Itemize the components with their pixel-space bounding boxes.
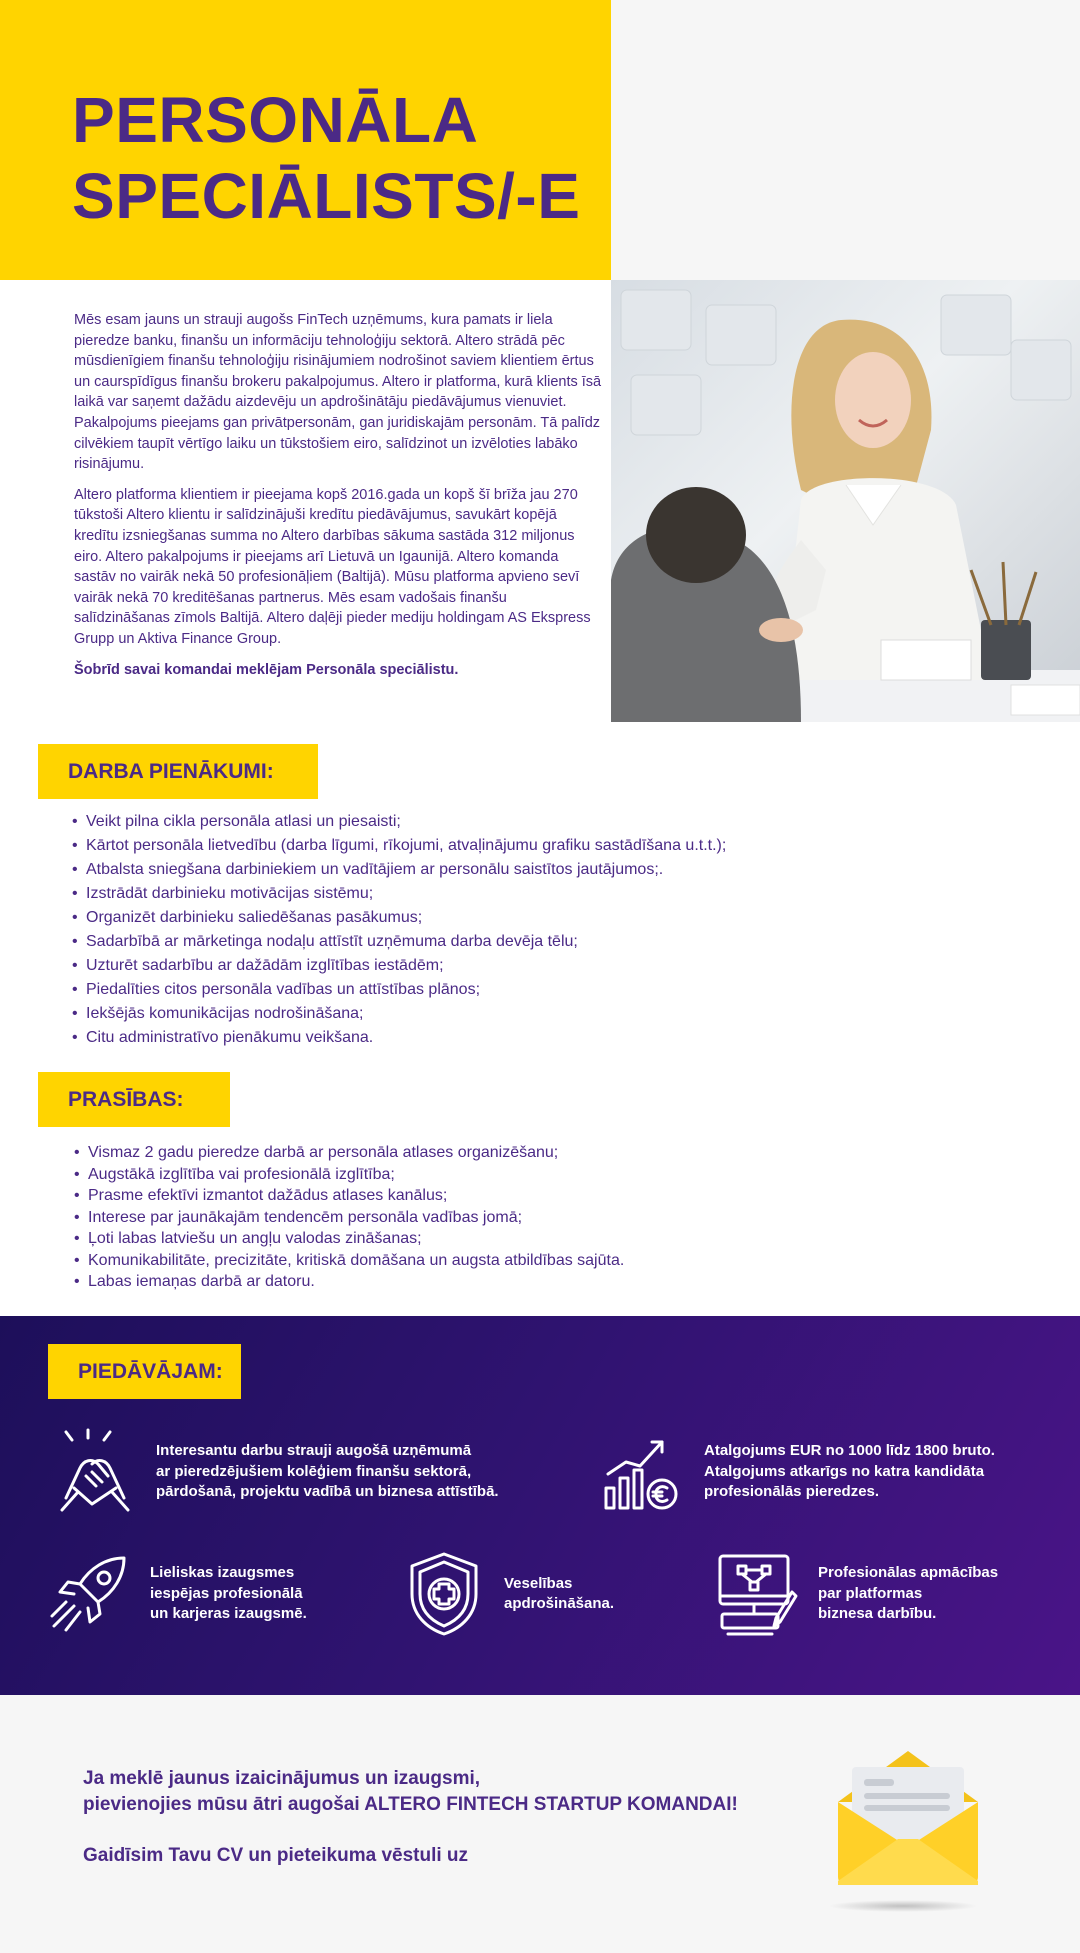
offer-salary-text [704,1441,995,1503]
list-item: • Augstākā izglītība vai profesionālā izglītība; [74,1164,1054,1186]
offer-line: Lieliskas izaugsmes [150,1564,295,1582]
list-item: • Veikt pilna cikla personāla atlasi un piesaisti; [72,810,1052,834]
rocket-icon [46,1550,134,1638]
list-item: • Prasme efektīvi izmantot dažādus atlases kanālus; [74,1185,1054,1207]
page-title [72,82,580,234]
call-to-action [83,1766,738,1818]
offer-line: Veselības [504,1574,573,1592]
list-item: • Piedalīties citos personāla vadības un attīstības plānos; [72,978,1052,1002]
list-item: • Labas iemaņas darbā ar datoru. [74,1271,1054,1293]
offer-line: apdrošināšana. [504,1595,615,1612]
office-photo [611,280,1080,722]
content-section [0,722,1080,1316]
offer-health [400,1550,614,1638]
offer-growth [46,1550,307,1638]
envelope-shadow [828,1900,978,1912]
handshake-icon [52,1428,140,1516]
list-item: • Izstrādāt darbinieku motivācijas sistēmu; [72,882,1052,906]
intro-paragraph-2: Altero platforma klientiem ir pieejama kopš 2016.gada un kopš šī brīža jau 270 tūkstoši Altero klientu ir salīdzinājuši kredītu piedāvājumus, savukārt kopējā kredītu izsniegšanas summa no Altero darbības sākuma sastāda 312 miljonus eiro. Altero pakalpojums ir pieejams arī Lietuvā un Igaunijā. Altero komanda sastāv no vairāk nekā 50 profesionāļiem (Baltijā). Mūsu platforma apvieno sevī vairāk nekā 70 kreditēšanas partnerus. Mēs esam vadošais finanšu salīdzināšanas zīmols Baltijā. Altero daļēji pieder mediju holdingam AS Ekspress Grupp un Aktiva Finance Group. [74,486,591,647]
intro-panel [0,280,611,722]
growth-chart-euro-icon [600,1428,688,1516]
offer-line: ar pieredzējušiem kolēģiem finanšu sektorā, [156,1462,472,1480]
list-item: • Vismaz 2 gadu pieredze darbā ar personāla atlases organizēšanu; [74,1142,1054,1164]
list-item: • Ļoti labas latviešu un angļu valodas zināšanas; [74,1228,1054,1250]
intro-paragraph-1: Mēs esam jauns un strauji augošs FinTech uzņēmums, kura pamats ir liela pieredze banku, finanšu un informāciju tehnoloģiju sektorā. Altero strādā pēc mūsdienīgiem finanšu tehnoloģiju risinājumiem nodrošinot saviem klientiem ērtus un caurspīdīgus finanšu brokeru pakalpojumus. Altero ir platforma, kurā klients īsā laikā var saņemt dažādu aizdevēju un apdrošinātāju piedāvājumus vienuviet. Pakalpojums pieejams gan privātpersonām, gan juridiskajām personām. Tā palīdz cilvēkiem taupīt vērtīgo laiku un tūkstošiem eiro, salīdzinot un izvēloties labāko risinājumu. [74,312,602,473]
cta-line-2: pievienojies mūsu ātri augošai ALTERO FINTECH STARTUP KOMANDAI! [83,1794,738,1815]
offer-line: iespējas profesionālā [150,1584,303,1602]
list-item: • Sadarbībā ar mārketinga nodaļu attīstīt uzņēmuma darba devēja tēlu; [72,930,1052,954]
list-item: • Kārtot personāla lietvedību (darba līgumi, rīkojumi, atvaļinājumu grafiku sastādīšana u.t.t.); [72,834,1052,858]
requirements-heading: PRASĪBAS: [38,1072,230,1127]
title-box [0,0,611,280]
offer-growth-text [150,1563,307,1625]
list-item: • Uzturēt sadarbību ar dažādām izglītības iestādēm; [72,954,1052,978]
requirements-list [74,1142,1054,1293]
hero-section [0,0,1080,722]
offer-line: Profesionālas apmācības [818,1564,999,1582]
offer-line: pārdošanā, projektu vadībā un biznesa attīstībā. [156,1483,499,1501]
offer-training-text [818,1563,998,1625]
duties-heading: DARBA PIENĀKUMI: [38,744,318,799]
list-item: • Interese par jaunākajām tendencēm personāla vadības jomā; [74,1207,1054,1229]
offer-health-text [504,1574,614,1615]
offer-training [714,1550,998,1638]
offer-line: Atalgojums atkarīgs no katra kandidāta [704,1462,985,1480]
title-line-1: PERSONĀLA [72,84,479,156]
envelope-icon [828,1747,988,1897]
offer-line: Interesantu darbu strauji augošā uzņēmumā [156,1442,472,1460]
list-item: • Organizēt darbinieku saliedēšanas pasākumus; [72,906,1052,930]
title-line-2: SPECIĀLISTS/-E [72,160,581,232]
offer-section [0,1316,1080,1695]
intro-text [74,310,604,690]
offer-line: biznesa darbību. [818,1605,937,1623]
list-item: • Citu administratīvo pienākumu veikšana. [72,1026,1052,1050]
footer-section [0,1695,1080,1953]
offer-line: un karjeras izaugsmē. [150,1605,307,1623]
training-monitor-icon [714,1550,802,1638]
offer-team [52,1428,499,1516]
interview-illustration [611,280,1080,722]
offer-salary [600,1428,995,1516]
cta-line-1: Ja meklē jaunus izaicinājumus un izaugsmi, [83,1768,481,1789]
health-shield-icon [400,1550,488,1638]
list-item: • Komunikabilitāte, precizitāte, kritiskā domāšana un augsta atbildības sajūta. [74,1250,1054,1272]
list-item: • Atbalsta sniegšana darbiniekiem un vadītājiem ar personālu saistītos jautājumos;. [72,858,1052,882]
offer-line: par platformas [818,1584,923,1602]
offer-heading: PIEDĀVĀJAM: [48,1344,241,1399]
duties-list [72,810,1052,1050]
list-item: • Iekšējās komunikācijas nodrošināšana; [72,1002,1052,1026]
intro-highlight: Šobrīd savai komandai meklējam Personāla speciālistu. [74,661,459,678]
offer-line: Atalgojums EUR no 1000 līdz 1800 bruto. [704,1442,995,1460]
cta-line-3: Gaidīsim Tavu CV un pieteikuma vēstuli uz [83,1845,469,1866]
offer-team-text [156,1441,499,1503]
offer-line: profesionālās pieredzes. [704,1483,880,1501]
